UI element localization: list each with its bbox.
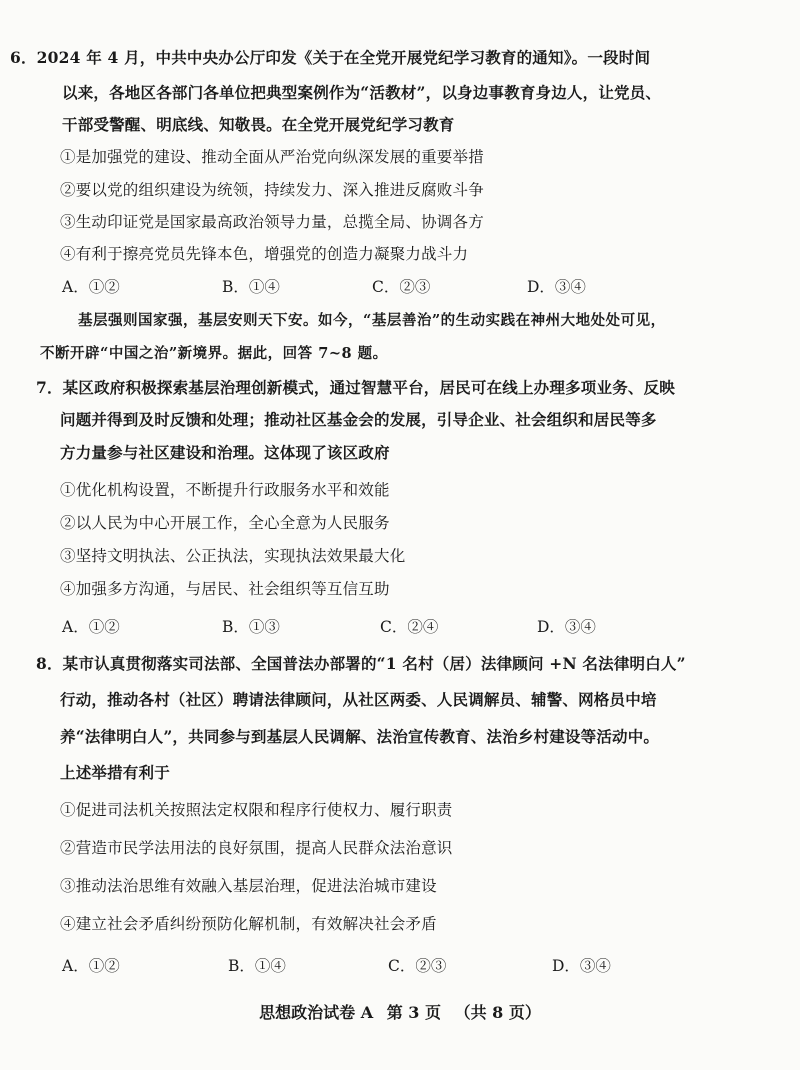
q6-stem-line-1: 6．2024 年 4 月，中共中央办公厅印发《关于在全党开展党纪学习教育的通知》。一段时间: [10, 48, 651, 67]
q8-stem-line-3: 养“法律明白人”，共同参与到基层人民调解、法治宣传教育、法治乡村建设等活动中。: [60, 727, 660, 746]
q8-choice-b: B．①④: [228, 957, 286, 975]
q8-stem-line-1: 8．某市认真贯彻落实司法部、全国普法办部署的“1 名村（居）法律顾问 +N 名法律明白人”: [36, 654, 686, 673]
q8-option-1: ①促进司法机关按照法定权限和程序行使权力、履行职责: [60, 801, 453, 819]
q7-choice-d: D．③④: [537, 618, 596, 636]
q7-choices: [0, 617, 800, 639]
q8-stem-line-4: 上述举措有利于: [60, 763, 170, 782]
q6-stem-line-2: 以来，各地区各部门各单位把典型案例作为“活教材”，以身边事教育身边人，让党员、: [62, 83, 662, 102]
q7-stem-line-2: 问题并得到及时反馈和处理；推动社区基金会的发展，引导企业、社会组织和居民等多: [60, 410, 657, 429]
q6-option-3: ③生动印证党是国家最高政治领导力量，总揽全局、协调各方: [60, 213, 484, 231]
q6-choices: [0, 277, 800, 299]
q7-option-1: ①优化机构设置，不断提升行政服务水平和效能: [60, 481, 390, 499]
footer-subject: 思想政治试卷 A: [259, 1003, 374, 1022]
q7-choice-a: A．①②: [62, 618, 120, 636]
q7-stem-line-1: 7．某区政府积极探索基层治理创新模式，通过智慧平台，居民可在线上办理多项业务、反映: [36, 378, 675, 397]
footer-total-pages: （共 8 页）: [454, 1003, 541, 1022]
q8-choices: [0, 956, 800, 978]
q6-option-2: ②要以党的组织建设为统领，持续发力、深入推进反腐败斗争: [60, 181, 484, 199]
q7-stem-line-3: 方力量参与社区建设和治理。这体现了该区政府: [60, 443, 390, 462]
q8-option-3: ③推动法治思维有效融入基层治理，促进法治城市建设: [60, 877, 437, 895]
q6-option-1: ①是加强党的建设、推动全面从严治党向纵深发展的重要举措: [60, 148, 484, 166]
q8-option-4: ④建立社会矛盾纠纷预防化解机制，有效解决社会矛盾: [60, 915, 437, 933]
q7-option-2: ②以人民为中心开展工作，全心全意为人民服务: [60, 514, 390, 532]
q7-option-3: ③坚持文明执法、公正执法，实现执法效果最大化: [60, 547, 406, 565]
q6-choice-d: D．③④: [527, 278, 586, 296]
q8-choice-d: D．③④: [552, 957, 611, 975]
q6-choice-a: A．①②: [62, 278, 120, 296]
q6-choice-b: B．①④: [222, 278, 280, 296]
q8-choice-a: A．①②: [62, 957, 120, 975]
footer-page-number: 第 3 页: [386, 1003, 441, 1022]
q7-choice-b: B．①③: [222, 618, 280, 636]
q6-choice-c: C．②③: [372, 278, 431, 296]
material-line-1: 基层强则国家强，基层安则天下安。如今，“基层善治”的生动实践在神州大地处处可见，: [78, 312, 666, 329]
q8-stem-line-2: 行动，推动各村（社区）聘请法律顾问，从社区两委、人民调解员、辅警、网格员中培: [60, 690, 657, 709]
material-line-2: 不断开辟“中国之治”新境界。据此，回答 7~8 题。: [40, 345, 388, 362]
q6-option-4: ④有利于擦亮党员先锋本色，增强党的创造力凝聚力战斗力: [60, 245, 469, 263]
q8-option-2: ②营造市民学法用法的良好氛围，提高人民群众法治意识: [60, 839, 453, 857]
q6-stem-line-3: 干部受警醒、明底线、知敬畏。在全党开展党纪学习教育: [62, 115, 455, 134]
page-footer: [0, 1000, 800, 1023]
q8-choice-c: C．②③: [388, 957, 447, 975]
q7-option-4: ④加强多方沟通，与居民、社会组织等互信互助: [60, 580, 390, 598]
q7-choice-c: C．②④: [380, 618, 439, 636]
